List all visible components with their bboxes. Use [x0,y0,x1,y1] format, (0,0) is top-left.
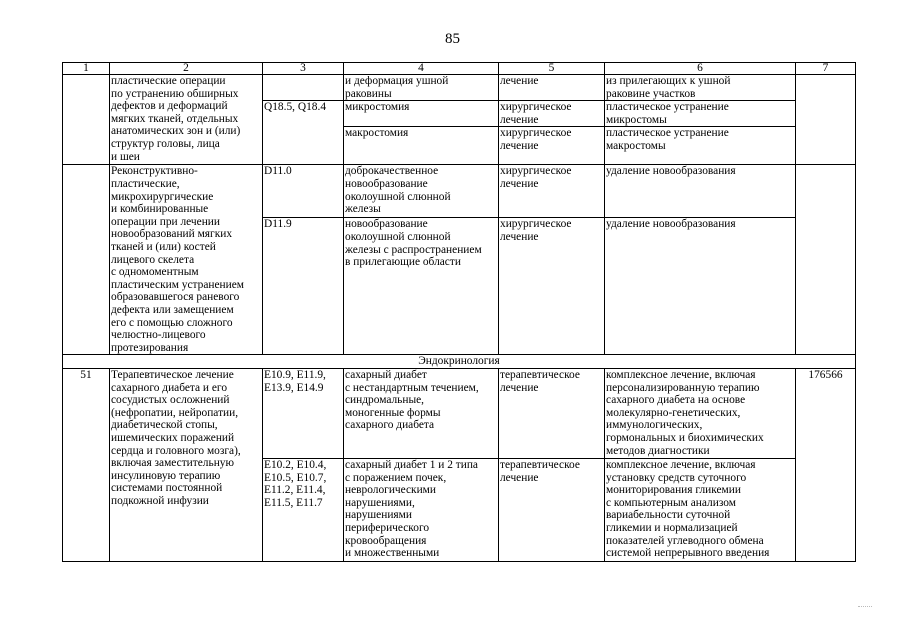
treatment-method-cell: из прилегающих к ушной раковине участков [605,75,796,101]
icd-code-cell: D11.9 [263,218,344,355]
treatment-method-cell: комплексное лечение, включая установку средств суточного мониторирования гликемии с компьютерным анализом вариабельности суточной гликемии и нормализацией показателей углеводного обмена системой непрерывного введения [605,458,796,561]
column-header: 4 [344,63,499,75]
column-header: 6 [605,63,796,75]
cost-cell [796,165,856,355]
service-name-cell: Терапевтическое лечение сахарного диабета и его сосудистых осложнений (нефропатии, нейропатии, диабетической стопы, ишемических поражений сердца и головного мозга), включая заместительную инсулиновую терапию системами постоянной подкожной инфузии [110,368,263,561]
cost-cell: 176566 [796,368,856,561]
diagnosis-cell: сахарный диабет с нестандартным течением, синдромальные, моногенные формы сахарного диабета [344,368,499,458]
table-row [63,368,856,458]
treatment-method-cell: удаление новообразования [605,165,796,218]
service-name-cell: пластические операции по устранению обширных дефектов и деформаций мягких тканей, отдельных анатомических зон и (или) структур головы, лица и шеи [110,75,263,165]
icd-code-cell [263,75,344,101]
table-row [63,75,856,101]
diagnosis-cell: новообразование околоушной слюнной железы с распространением в прилегающие области [344,218,499,355]
row-number-cell: 51 [63,368,110,561]
page-number: 85 [445,31,460,47]
column-header: 1 [63,63,110,75]
diagnosis-cell: макростомия [344,127,499,165]
treatment-method-cell: комплексное лечение, включая персонализированную терапию сахарного диабета на основе молекулярно-генетических, иммунологических, гормональных и биохимических методов диагностики [605,368,796,458]
treatment-type-cell: хирургическое лечение [499,127,605,165]
treatment-method-cell: удаление новообразования [605,218,796,355]
row-number-cell [63,165,110,355]
icd-code-cell: Q18.5, Q18.4 [263,101,344,165]
column-header: 7 [796,63,856,75]
column-header: 3 [263,63,344,75]
treatment-method-cell: пластическое устранение микростомы [605,101,796,127]
diagnosis-cell: доброкачественное новообразование околоушной слюнной железы [344,165,499,218]
icd-code-cell: D11.0 [263,165,344,218]
diagnosis-cell: и деформация ушной раковины [344,75,499,101]
treatment-type-cell: хирургическое лечение [499,165,605,218]
icd-code-cell: E10.9, E11.9, E13.9, E14.9 [263,368,344,458]
treatment-method-cell: пластическое устранение макростомы [605,127,796,165]
services-table [62,62,856,562]
service-name-cell: Реконструктивно- пластические, микрохирургические и комбинированные операции при лечении новообразований мягких тканей и (или) костей лицевого скелета с одномоментным пластическим устранением образовавшегося раневого дефекта или замещением его с помощью сложного челюстно-лицевого протезирования [110,165,263,355]
cost-cell [796,75,856,165]
treatment-type-cell: терапевтическое лечение [499,458,605,561]
diagnosis-cell: сахарный диабет 1 и 2 типа с поражением почек, неврологическими нарушениями, нарушениями периферического кровообращения и множественными [344,458,499,561]
section-row [63,355,856,369]
column-header: 2 [110,63,263,75]
table-row [63,165,856,218]
row-number-cell [63,75,110,165]
treatment-type-cell: терапевтическое лечение [499,368,605,458]
treatment-type-cell: хирургическое лечение [499,101,605,127]
diagnosis-cell: микростомия [344,101,499,127]
treatment-type-cell: лечение [499,75,605,101]
scan-artifact [858,606,872,609]
treatment-type-cell: хирургическое лечение [499,218,605,355]
column-header: 5 [499,63,605,75]
column-number-row [63,63,856,75]
section-title: Эндокринология [63,355,856,369]
icd-code-cell: E10.2, E10.4, E10.5, E10.7, E11.2, E11.4, E11.5, E11.7 [263,458,344,561]
